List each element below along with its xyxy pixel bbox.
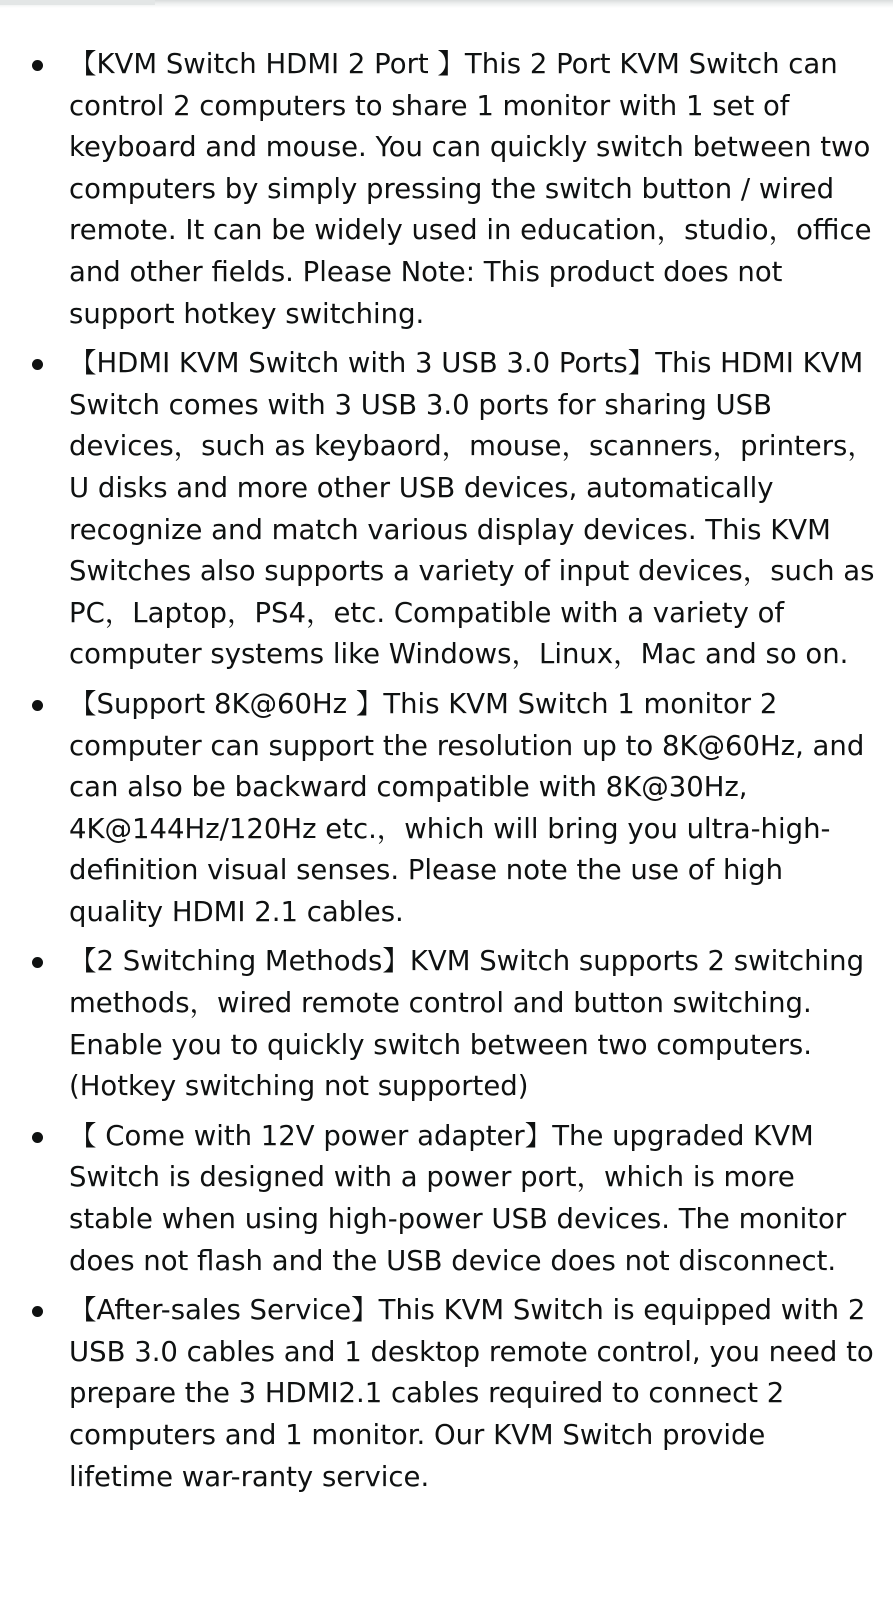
bullet-dot-icon [32, 60, 43, 71]
feature-bullet-power-adapter [0, 1116, 893, 1282]
feature-bullet-text: 【Support 8K@60Hz 】This KVM Switch 1 monitor 2 computer can support the resolution up to 8K@60Hz, and can also be backward compatible with 8K@30Hz, 4K@144Hz/120Hz etc.，which will bring you ultra-high-definition visual senses. Please note the use of high quality HDMI 2.1 cables. [69, 687, 865, 928]
feature-bullet-kvm-switch-hdmi-2-port [0, 44, 893, 335]
feature-bullet-text: 【2 Switching Methods】KVM Switch supports 2 switching methods，wired remote control and button switching. Enable you to quickly switch between two computers. (Hotkey switching not supported) [69, 945, 865, 1103]
feature-bullet-support-8k [0, 684, 893, 934]
bullet-dot-icon [32, 957, 43, 968]
feature-bullet-text: 【KVM Switch HDMI 2 Port 】This 2 Port KVM Switch can control 2 computers to share 1 monitor with 1 set of keyboard and mouse. You can quickly switch between two computers by simply pressing the switch button / wired remote. It can be widely used in education，studio，office and other fields. Please Note: This product does not support hotkey switching. [69, 48, 872, 330]
feature-bullet-text: 【HDMI KVM Switch with 3 USB 3.0 Ports】This HDMI KVM Switch comes with 3 USB 3.0 ports for sharing USB devices，such as keybaord，mouse，scanners，printers，U disks and more other USB devices, automatically recognize and match various display devices. This KVM Switches also supports a variety of input devices，such as PC，Laptop，PS4，etc. Compatible with a variety of computer systems like Windows，Linux，Mac and so on. [69, 347, 875, 671]
bullet-dot-icon [32, 1306, 43, 1317]
feature-bullet-after-sales-service [0, 1290, 893, 1498]
feature-bullets-list [0, 44, 893, 1498]
feature-bullet-text: 【After-sales Service】This KVM Switch is equipped with 2 USB 3.0 cables and 1 desktop remote control, you need to prepare the 3 HDMI2.1 cables required to connect 2 computers and 1 monitor. Our KVM Switch provide lifetime war-ranty service. [69, 1294, 874, 1493]
feature-bullet-switching-methods [0, 941, 893, 1107]
feature-bullets-section [0, 44, 893, 1506]
top-tab-hint [0, 0, 155, 5]
feature-bullet-usb-3-ports [0, 343, 893, 676]
feature-bullet-text: 【 Come with 12V power adapter】The upgraded KVM Switch is designed with a power port，which is more stable when using high-power USB devices. The monitor does not flash and the USB device does not disconnect. [69, 1119, 847, 1277]
bullet-dot-icon [32, 359, 43, 370]
bullet-dot-icon [32, 700, 43, 711]
bullet-dot-icon [32, 1132, 43, 1143]
